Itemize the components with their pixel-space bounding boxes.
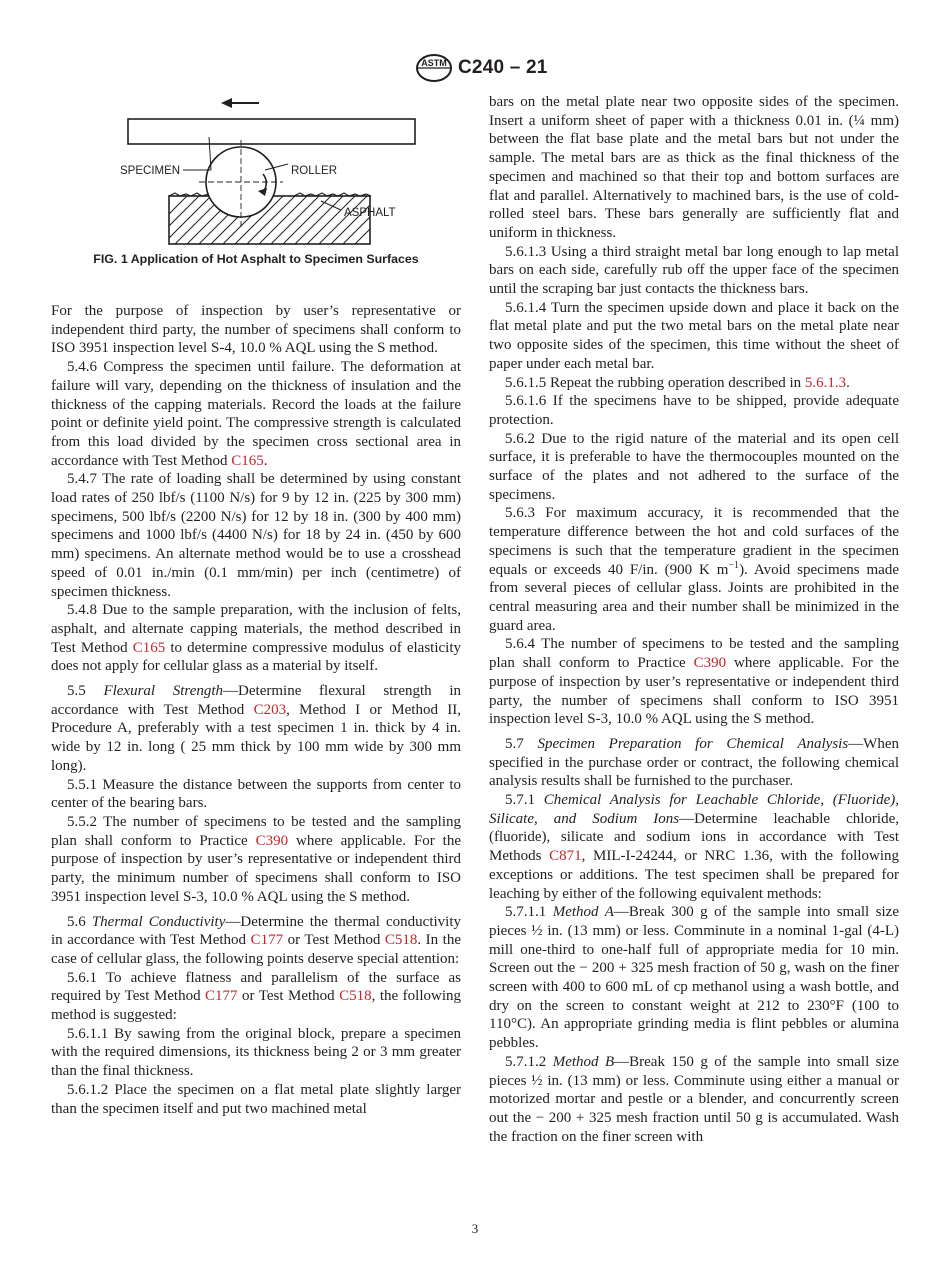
link-c203[interactable]: C203	[253, 701, 287, 718]
logo-text: ASTM	[421, 58, 447, 68]
page-number: 3	[471, 1221, 479, 1236]
paragraph-5-6-1-2: 5.6.1.2 Place the specimen on a flat metal plate slightly larger than the specimen itself and put two machined metal	[51, 1081, 461, 1117]
top-plate	[128, 119, 415, 144]
paragraph-5-4-8: 5.4.8 Due to the sample preparation, with the inclusion of felts, asphalt, and alternate capping materials, the method described in Test Method C165 to determine compressive modulus of elasticity does not apply for cellular glass as a material by itself.	[51, 602, 461, 675]
figure-caption: FIG. 1 Application of Hot Asphalt to Specimen Surfaces	[93, 252, 419, 266]
left-column	[51, 302, 461, 1118]
link-c390[interactable]: C390	[255, 832, 289, 849]
paragraph-5-4-6: 5.4.6 Compress the specimen until failure. The deformation at failure will vary, depending on the thickness of insulation and the thickness of the capping materials. Record the loads at the failure point or definite yield point. The compressive strength is calculated from this load divided by the specimen cross sectional area in accordance with Test Method C165.	[51, 359, 461, 469]
paragraph-5-6-1: 5.6.1 To achieve flatness and parallelism of the surface as required by Test Method C177 or Test Method C518, the following method is suggested:	[51, 969, 461, 1024]
astm-logo-icon	[414, 53, 454, 83]
link-c518[interactable]: C518	[339, 988, 372, 1005]
paragraph-5-6-4: 5.6.4 The number of specimens to be tested and the sampling plan shall conform to Practice C390 where applicable. For the purpose of inspection by user’s representative or independent third party, the number of specimens shall conform to ISO 3951 inspection level S-3, 10.0 % AQL using the S method.	[489, 636, 899, 728]
link-5-6-1-3[interactable]: 5.6.1.3	[804, 374, 847, 391]
paragraph-5-6-3: 5.6.3 For maximum accuracy, it is recommended that the temperature difference between the hot and cold surfaces of the specimens is such that the temperature gradient in the specimen equals or exceeds 40 F/in. (900 K $m^{-1}$). Avoid specimens made from several pieces of cellular glass. Joints are prohibited in the central measuring area and their number shall be minimized in the guard area.	[489, 505, 899, 634]
paragraph-continuation: For the purpose of inspection by user’s representative or independent third party, the number of specimens shall conform to ISO 3951 inspection level S-4, 10.0 % AQL using the S method.	[51, 303, 461, 357]
paragraph-5-5-2: 5.5.2 The number of specimens to be tested and the sampling plan shall conform to Practice C390 where applicable. For the purpose of inspection by user’s representative or independent third party, the minimum number of specimens shall conform to ISO 3951 inspection level S-3, 10.0 % AQL using the S method.	[51, 813, 461, 905]
label-asphalt: ASPHALT	[344, 207, 396, 219]
page-header	[0, 53, 950, 85]
right-column	[489, 93, 899, 1146]
paragraph-5-7: 5.7 Specimen Preparation for Chemical Analysis—When specified in the purchase order or contract, the following chemical analysis results shall be furnished to the purchaser.	[489, 735, 899, 790]
paragraph-5-6-1-1: 5.6.1.1 By sawing from the original block, prepare a specimen with the required dimensions, its thickness being 2 or 3 mm greater than the final thickness.	[51, 1025, 461, 1080]
paragraph-5-5-1: 5.5.1 Measure the distance between the supports from center to center of the bearing bars.	[51, 776, 461, 812]
link-c165[interactable]: C165	[231, 452, 264, 469]
figure-1-diagram	[51, 92, 461, 277]
paragraph-5-6: 5.6 Thermal Conductivity—Determine the thermal conductivity in accordance with Test Method C177 or Test Method C518. In the case of cellular glass, the following points deserve special attention:	[51, 913, 461, 967]
document-code: C240 – 21	[458, 57, 548, 78]
paragraph-5-6-2: 5.6.2 Due to the rigid nature of the material and its open cell surface, it is preferable to have the thermocouples mounted on the surface of the plates and not adhered to the surface of the specimens.	[489, 430, 899, 503]
label-roller: ROLLER	[291, 165, 338, 177]
paragraph-5-7-1-1: 5.7.1.1 Method A—Break 300 g of the sample into small size pieces ½ in. (13 mm) or less. Comminute in a nominal 1-gal (4-L) mill one-third to one-half full of appropriate media for 10 min. Screen out the − 200 + 325 mesh fraction of 50 g, wash on the finer screen with 400 to 600 mL of cp methanol using a wash bottle, and dry on the screen to constant weight at 212 to 230°F (100 to 110°C). An appropriate grinding media is flint pebbles or alumina pebbles.	[489, 904, 899, 1052]
link-c165[interactable]: C165	[132, 639, 166, 656]
link-c177[interactable]: C177	[250, 932, 284, 949]
link-c871[interactable]: C871	[549, 848, 582, 865]
link-c177[interactable]: C177	[205, 988, 238, 1005]
paragraph-5-6-1-5: 5.6.1.5 Repeat the rubbing operation described in 5.6.1.3.	[505, 374, 850, 391]
link-c518[interactable]: C518	[384, 932, 418, 949]
label-specimen: SPECIMEN	[120, 165, 181, 177]
paragraph-5-6-1-3: 5.6.1.3 Using a third straight metal bar long enough to lap metal bars on each side, carefully rub off the upper face of the specimen until the scraping bar just contacts the thickness bars.	[489, 243, 899, 298]
paragraph-5-5: 5.5 Flexural Strength—Determine flexural strength in accordance with Test Method C203, Method I or Method II, Procedure A, preferably with a test specimen 1 in. thick by 4 in. wide by 12 in. long ( 25 mm thick by 100 mm wide by 300 mm long).	[51, 683, 462, 774]
paragraph-5-6-1-4: 5.6.1.4 Turn the specimen upside down and place it back on the flat metal plate and put the two metal bars on the metal plate near two opposite sides of the specimen, this time without the sheet of paper under each metal bar.	[489, 299, 899, 372]
paragraph-5-7-1: 5.7.1 Chemical Analysis for Leachable Chloride, (Fluoride), Silicate, and Sodium Ions—Determine leachable chloride, (fluoride), silicate and sodium ions in accordance with Test Methods C871, MIL-I-24244, or NRC 1.36, with the following exceptions or additions. The test specimen shall be prepared for leaching by either of the following equivalent methods:	[489, 792, 900, 902]
paragraph-5-6-1-6: 5.6.1.6 If the specimens have to be shipped, provide adequate protection.	[489, 393, 899, 428]
link-c390[interactable]: C390	[693, 655, 727, 672]
paragraph-5-7-1-2: 5.7.1.2 Method B—Break 150 g of the sample into small size pieces ½ in. (13 mm) or less. Comminute using either a manual or motorized mortar and pestle or a blender, and concurrently screen out the − 200 + 325 mesh fraction until 50 g is accumulated. Wash the fraction on the finer screen with	[489, 1053, 900, 1145]
paragraph-continuation: bars on the metal plate near two opposite sides of the specimen. Insert a uniform sheet of paper with a thickness 0.01 in. (¼ mm) between the flat base plate and the metal bars but not under the sample. The metal bars are as thick as the final thickness of the specimen and machined so that their top and bottom surfaces are flat and parallel. Alternatively to machined bars, is the use of cold-rolled steel bars. These bars generally are sufficiently flat and uniform in thickness.	[489, 94, 899, 241]
paragraph-5-4-7: 5.4.7 The rate of loading shall be determined by using constant load rates of 250 lbf/s (1100 N/s) for 9 by 12 in. (225 by 300 mm) specimens, 500 lbf/s (2200 N/s) for 12 by 18 in. (300 by 400 mm) specimens and 1000 lbf/s (4400 N/s) for 18 by 24 in. (450 by 600 mm) specimens. An alternate method would be to use a crosshead speed of 0.01 in./min (0.1 mm/min) per inch (centimetre) of specimen thickness.	[51, 471, 461, 600]
